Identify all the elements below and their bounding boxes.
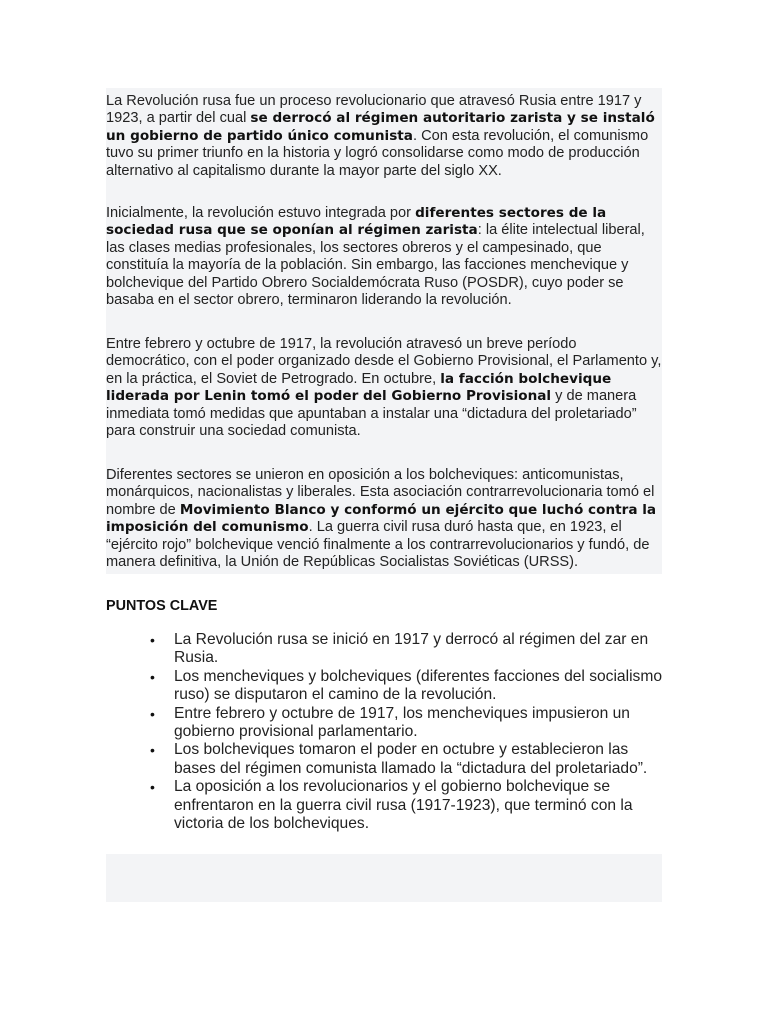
- bullet-icon: •: [150, 668, 155, 685]
- bullet-icon: •: [150, 779, 155, 796]
- paragraph-intro: [106, 93, 662, 180]
- paragraph-text: La Revolución rusa fue un proceso revolucionario que atravesó Rusia entre 1917 y 1923, a partir del cual: [106, 93, 642, 127]
- paragraph-initial-sectors: [106, 205, 662, 309]
- key-points-heading: PUNTOS CLAVE: [106, 598, 218, 614]
- bullet-icon: •: [150, 742, 155, 759]
- key-point-item: [106, 705, 662, 742]
- bullet-icon: •: [150, 705, 155, 722]
- paragraph-text: : la élite intelectual liberal, las clases medias profesionales, los sectores obreros y el campesinado, que constituía la mayoría de la población. Sin embargo, las facciones menchevique y bolchevique del Partido Obrero Socialdemócrata Ruso (POSDR), cuyo poder se basaba en el sector obrero, terminaron liderando la revolución.: [106, 222, 645, 309]
- key-point-item: [106, 778, 662, 833]
- key-point-text: Los bolcheviques tomaron el poder en octubre y establecieron las bases del régimen comunista llamado la “dictadura del proletariado”.: [174, 741, 648, 777]
- key-point-text: Entre febrero y octubre de 1917, los mencheviques impusieron un gobierno provisional parlamentario.: [174, 704, 630, 741]
- paragraph-text: Diferentes sectores se unieron en oposición a los bolcheviques: anticomunistas, monárquicos, nacionalistas y liberales. Esta asociación contrarrevolucionaria tomó el nombre de: [106, 467, 655, 518]
- paragraph-bold-text: diferentes sectores de la sociedad rusa que se oponían al régimen zarista: [106, 205, 607, 239]
- paragraph-text: . Con esta revolución, el comunismo tuvo su primer triunfo en la historia y logró consolidarse como modo de producción alternativo al capitalismo durante la mayor parte del siglo XX.: [106, 127, 649, 179]
- key-point-item: [106, 631, 662, 668]
- paragraph-bold-text: Movimiento Blanco y conformó un ejército que luchó contra la imposición del comunismo: [106, 501, 657, 536]
- key-point-text: La oposición a los revolucionarios y el gobierno bolchevique se enfrentaron en la guerra civil rusa (1917-1923), que terminó con la victoria de los bolcheviques.: [174, 778, 633, 833]
- key-point-item: [106, 668, 662, 705]
- key-points-list: [106, 631, 662, 833]
- paragraph-text: y de manera inmediata tomó medidas que apuntaban a instalar una “dictadura del proletariado” para construir una sociedad comunista.: [106, 388, 637, 440]
- paragraph-text: . La guerra civil rusa duró hasta que, en 1923, el “ejército rojo” bolchevique venció finalmente a los contrarrevolucionarios y fundó, de manera definitiva, la Unión de Repúblicas Socialistas Soviéticas (URSS).: [106, 519, 650, 571]
- key-point-item: [106, 741, 662, 778]
- paragraph-bold-text: se derrocó al régimen autoritario zarista y se instaló un gobierno de partido único comunista: [106, 110, 655, 144]
- key-point-text: Los mencheviques y bolcheviques (diferentes facciones del socialismo ruso) se disputaron el camino de la revolución.: [174, 667, 662, 704]
- shaded-empty-block: [106, 854, 662, 902]
- paragraph-bold-text: la facción bolchevique liderada por Lenin tomó el poder del Gobierno Provisional: [106, 370, 612, 405]
- paragraph-text: Inicialmente, la revolución estuvo integrada por: [106, 205, 416, 221]
- bullet-icon: •: [150, 632, 155, 648]
- paragraph-civil-war: [106, 467, 662, 571]
- paragraph-text: Entre febrero y octubre de 1917, la revolución atravesó un breve período democrático, con el poder organizado desde el Gobierno Provisional, el Parlamento y, en la práctica, el Soviet de Petrogrado. En octubre,: [106, 336, 662, 387]
- paragraph-february-october: [106, 336, 662, 440]
- key-point-text: La Revolución rusa se inició en 1917 y derrocó al régimen del zar en Rusia.: [174, 631, 649, 667]
